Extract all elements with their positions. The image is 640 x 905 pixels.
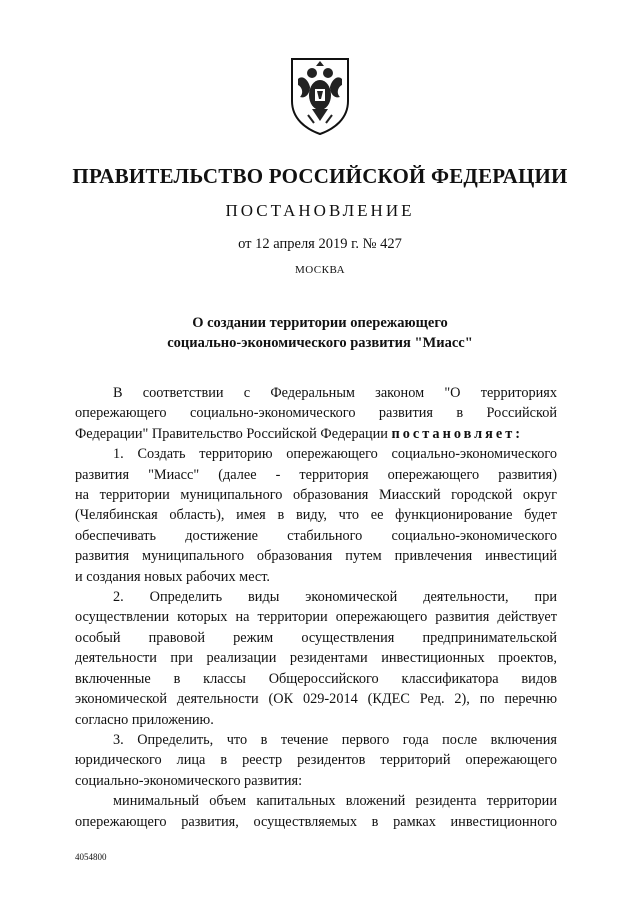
- body-line: юридического лица в реестр резидентов территорий опережающего: [75, 752, 557, 769]
- body-line: 2. Определить виды экономической деятельности, при: [113, 589, 557, 606]
- body-line: особый правовой режим осуществления предпринимательской: [75, 629, 557, 646]
- date-and-number: от 12 апреля 2019 г. № 427: [238, 236, 402, 252]
- body-line: опережающего социально-экономического развития в Российской: [75, 405, 557, 422]
- body-line-text: Федерации" Правительство Российской Федерации: [75, 425, 388, 442]
- body-line: 3. Определить, что в течение первого года после включения: [113, 731, 557, 748]
- body-line: развития "Миасс" (далее - территория опережающего развития): [75, 466, 557, 483]
- document-subject: [0, 313, 640, 353]
- body-line: опережающего развития, осуществляемых в рамках инвестиционного: [75, 813, 557, 830]
- body-line: (Челябинская область), имея в виду, что ее функционирование будет: [75, 507, 557, 524]
- body-line: обеспечивать достижение стабильного социально-экономического: [75, 527, 557, 544]
- government-title: ПРАВИТЕЛЬСТВО РОССИЙСКОЙ ФЕДЕРАЦИИ: [72, 164, 568, 188]
- body-line: 1. Создать территорию опережающего социально-экономического: [113, 446, 557, 463]
- body-line: экономической деятельности (ОК 029-2014 (КДЕС Ред. 2), по перечню: [75, 691, 557, 708]
- body-line: минимальный объем капитальных вложений резидента территории: [113, 793, 557, 810]
- body-line: на территории муниципального образования Миасский городской округ: [75, 487, 557, 504]
- body-line: включенные в классы Общероссийского классификатора видов: [75, 670, 557, 687]
- document-code: 4054800: [75, 852, 107, 862]
- subject-line-2: социально-экономического развития "Миасс": [167, 335, 473, 351]
- body-line: [75, 424, 557, 444]
- body-line: и создания новых рабочих мест.: [75, 568, 271, 585]
- body-line: В соответствии с Федеральным законом "О территориях: [113, 385, 557, 401]
- body-line: социально-экономического развития:: [75, 772, 303, 789]
- body-line: согласно приложению.: [75, 711, 214, 728]
- document-body: [75, 383, 557, 832]
- body-line: деятельности при реализации резидентами инвестиционных проектов,: [75, 650, 557, 667]
- decree-word: постановляет:: [391, 425, 524, 442]
- document-type: ПОСТАНОВЛЕНИЕ: [225, 201, 415, 220]
- subject-line-1: О создании территории опережающего: [192, 315, 448, 331]
- body-line: осуществлении которых на территории опережающего развития действует: [75, 609, 557, 626]
- body-line: развития муниципального образования путем привлечения инвестиций: [75, 548, 557, 565]
- coat-of-arms-emblem: [288, 57, 352, 135]
- city: МОСКВА: [294, 264, 346, 276]
